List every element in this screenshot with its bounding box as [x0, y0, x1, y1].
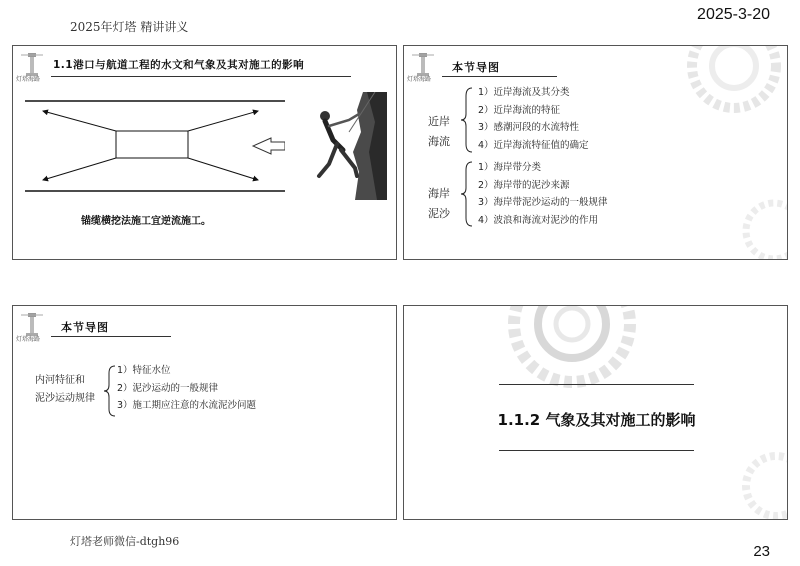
- brace-icon: [460, 86, 474, 154]
- list-item: 3）海岸带泥沙运动的一般规律: [478, 197, 608, 208]
- logo-text: 灯塔海路: [16, 76, 41, 83]
- inland-river-list: [117, 362, 256, 415]
- group-label-inland-river: 内河特征和 泥沙运动规律: [35, 375, 95, 404]
- coastal-sediment-list: [478, 159, 608, 229]
- list-item: 2）近岸海流的特征: [478, 104, 561, 116]
- heading-underline: [51, 336, 171, 337]
- section-heading: 本节导图: [61, 321, 109, 334]
- list-item: 1）特征水位: [117, 365, 171, 376]
- nearshore-current-list: [478, 84, 589, 154]
- title-rule-top: [499, 384, 694, 385]
- list-item: 2）海岸带的泥沙来源: [478, 179, 570, 191]
- list-item: 1）海岸带分类: [478, 162, 542, 173]
- page-number: 23: [753, 543, 770, 560]
- list-item: 4）近岸海流特征值的确定: [478, 139, 589, 151]
- section-heading: 本节导图: [452, 61, 500, 74]
- logo-text: 灯塔海路: [16, 336, 41, 343]
- list-item: 2）泥沙运动的一般规律: [117, 382, 219, 394]
- footer-left-text: 灯塔老师微信-dtgh96: [70, 535, 180, 548]
- slide-title: 1.1.2 气象及其对施工的影响: [497, 411, 696, 429]
- list-item: 3）施工期应注意的水流泥沙问题: [117, 400, 257, 411]
- list-item: 3）感潮河段的水流特性: [478, 122, 580, 133]
- group-label-nearshore-current: 近岸 海流: [428, 115, 450, 148]
- slide-3: [12, 305, 397, 520]
- slide-4: [403, 305, 788, 520]
- slide-title: 1.1港口与航道工程的水文和气象及其对施工的影响: [53, 59, 305, 71]
- group-label-coastal-sediment: 海岸 泥沙: [428, 187, 450, 220]
- header-left-text: 2025年灯塔 精讲讲义: [70, 20, 189, 34]
- slide-caption: 锚缆横挖法施工宜逆流施工。: [81, 216, 211, 227]
- title-rule-bottom: [499, 450, 694, 451]
- brace-icon: [103, 364, 117, 418]
- logo-text: 灯塔海路: [407, 76, 432, 83]
- rock-climber-image: [285, 92, 387, 200]
- list-item: 1）近岸海流及其分类: [478, 87, 570, 98]
- header-date: 2025-3-20: [697, 6, 770, 23]
- slide-2: [403, 45, 788, 260]
- heading-underline: [442, 76, 557, 77]
- list-item: 4）波浪和海流对泥沙的作用: [478, 214, 599, 226]
- slide-1: [12, 45, 397, 260]
- brace-icon: [460, 160, 474, 228]
